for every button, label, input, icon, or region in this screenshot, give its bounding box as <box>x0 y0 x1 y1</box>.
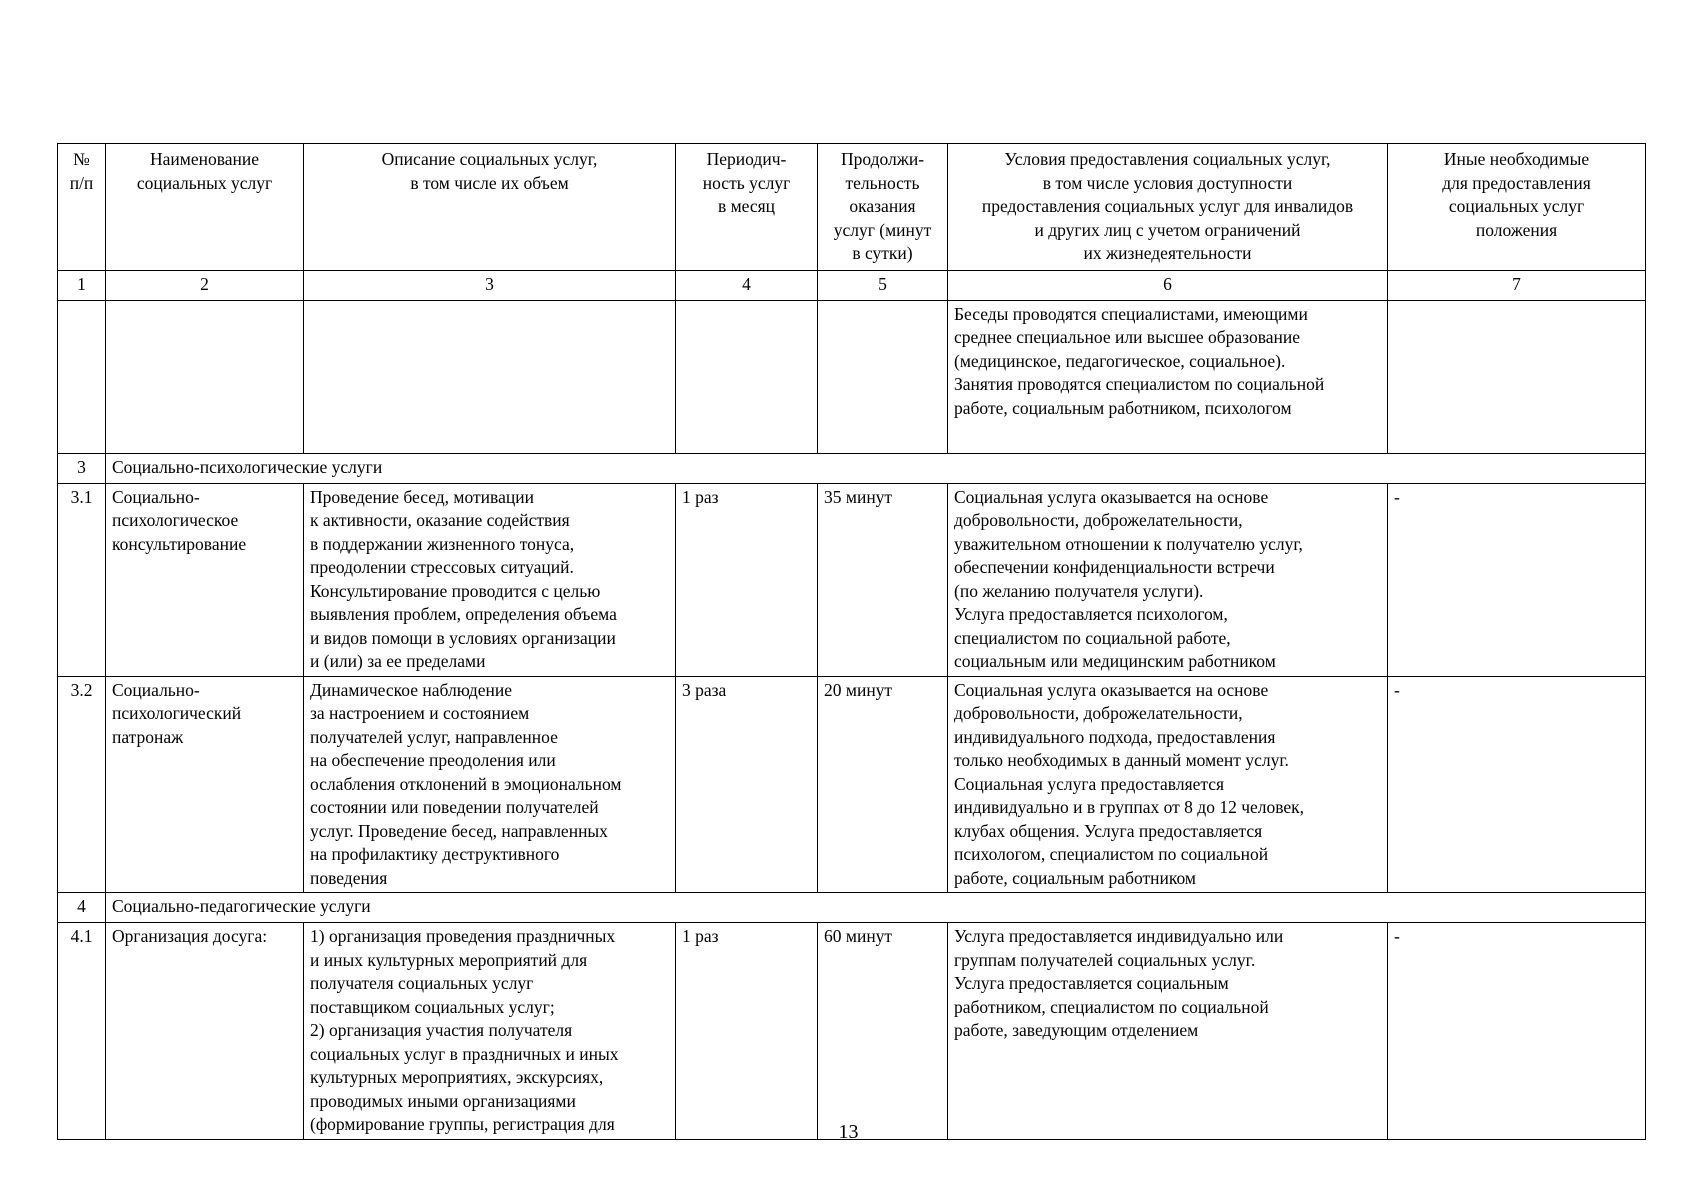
continuation-conditions: Беседы проводятся специалистами, имеющими среднее специальное или высшее образование (медицинское, педагогическое, социальное). Занятия проводятся специалистом по социальной работе, социальным работником, психологом <box>948 300 1388 453</box>
header-description: Описание социальных услуг, в том числе их объем <box>304 144 676 271</box>
section-title: Социально-психологические услуги <box>106 453 1646 483</box>
service-other: - <box>1388 923 1646 1140</box>
service-duration: 20 минут <box>818 676 948 893</box>
header-duration: Продолжи- тельность оказания услуг (минут в сутки) <box>818 144 948 271</box>
column-number: 5 <box>818 270 948 300</box>
column-number: 4 <box>676 270 818 300</box>
header-number: № п/п <box>58 144 106 271</box>
header-conditions: Условия предоставления социальных услуг, в том числе условия доступности предоставления социальных услуг для инвалидов и других лиц с учетом ограничений их жизнедеятельности <box>948 144 1388 271</box>
column-number: 6 <box>948 270 1388 300</box>
row-number: 3.2 <box>58 676 106 893</box>
table-row <box>58 483 1646 676</box>
table-row <box>58 923 1646 1140</box>
header-row <box>58 144 1646 271</box>
service-description: 1) организация проведения праздничных и иных культурных мероприятий для получателя социальных услуг поставщиком социальных услуг; 2) организация участия получателя социальных услуг в праздничных и иных культурных мероприятиях, экскурсиях, проводимых иными организациями (формирование группы, регистрация для <box>304 923 676 1140</box>
service-name: Организация досуга: <box>106 923 304 1140</box>
column-number: 3 <box>304 270 676 300</box>
header-periodicity: Периодич- ность услуг в месяц <box>676 144 818 271</box>
section-row <box>58 453 1646 483</box>
service-conditions: Социальная услуга оказывается на основе добровольности, доброжелательности, уважительном отношении к получателю услуг, обеспечении конфиденциальности встречи (по желанию получателя услуги). Услуга предоставляется психологом, специалистом по социальной работе, социальным или медицинским работником <box>948 483 1388 676</box>
service-other: - <box>1388 483 1646 676</box>
empty-cell <box>1388 300 1646 453</box>
section-number: 3 <box>58 453 106 483</box>
service-name: Социально- психологический патронаж <box>106 676 304 893</box>
service-name: Социально- психологическое консультирование <box>106 483 304 676</box>
column-number: 1 <box>58 270 106 300</box>
row-number: 3.1 <box>58 483 106 676</box>
continuation-row <box>58 300 1646 453</box>
empty-cell <box>304 300 676 453</box>
service-duration: 35 минут <box>818 483 948 676</box>
service-periodicity: 1 раз <box>676 483 818 676</box>
empty-cell <box>106 300 304 453</box>
column-number: 7 <box>1388 270 1646 300</box>
service-description: Проведение бесед, мотивации к активности, оказание содействия в поддержании жизненного тонуса, преодолении стрессовых ситуаций. Консультирование проводится с целью выявления проблем, определения объема и видов помощи в условиях организации и (или) за ее пределами <box>304 483 676 676</box>
empty-cell <box>676 300 818 453</box>
service-description: Динамическое наблюдение за настроением и состоянием получателей услуг, направленное на обеспечение преодоления или ослабления отклонений в эмоциональном состоянии или поведении получателей услуг. Проведение бесед, направленных на профилактику деструктивного поведения <box>304 676 676 893</box>
empty-cell <box>818 300 948 453</box>
column-number: 2 <box>106 270 304 300</box>
service-periodicity: 1 раз <box>676 923 818 1140</box>
header-service-name: Наименование социальных услуг <box>106 144 304 271</box>
empty-cell <box>58 300 106 453</box>
service-other: - <box>1388 676 1646 893</box>
column-number-row <box>58 270 1646 300</box>
service-conditions: Социальная услуга оказывается на основе добровольности, доброжелательности, индивидуального подхода, предоставления только необходимых в данный момент услуг. Социальная услуга предоставляется индивидуально и в группах от 8 до 12 человек, клубах общения. Услуга предоставляется психологом, специалистом по социальной работе, социальным работником <box>948 676 1388 893</box>
header-other: Иные необходимые для предоставления социальных услуг положения <box>1388 144 1646 271</box>
services-table <box>57 143 1646 1140</box>
service-periodicity: 3 раза <box>676 676 818 893</box>
row-number: 4.1 <box>58 923 106 1140</box>
page-number: 13 <box>838 1121 859 1143</box>
service-duration: 60 минут <box>818 923 948 1140</box>
section-number: 4 <box>58 893 106 923</box>
section-row <box>58 893 1646 923</box>
table-row <box>58 676 1646 893</box>
service-conditions: Услуга предоставляется индивидуально или группам получателей социальных услуг. Услуга предоставляется социальным работником, специалистом по социальной работе, заведующим отделением <box>948 923 1388 1140</box>
section-title: Социально-педагогические услуги <box>106 893 1646 923</box>
